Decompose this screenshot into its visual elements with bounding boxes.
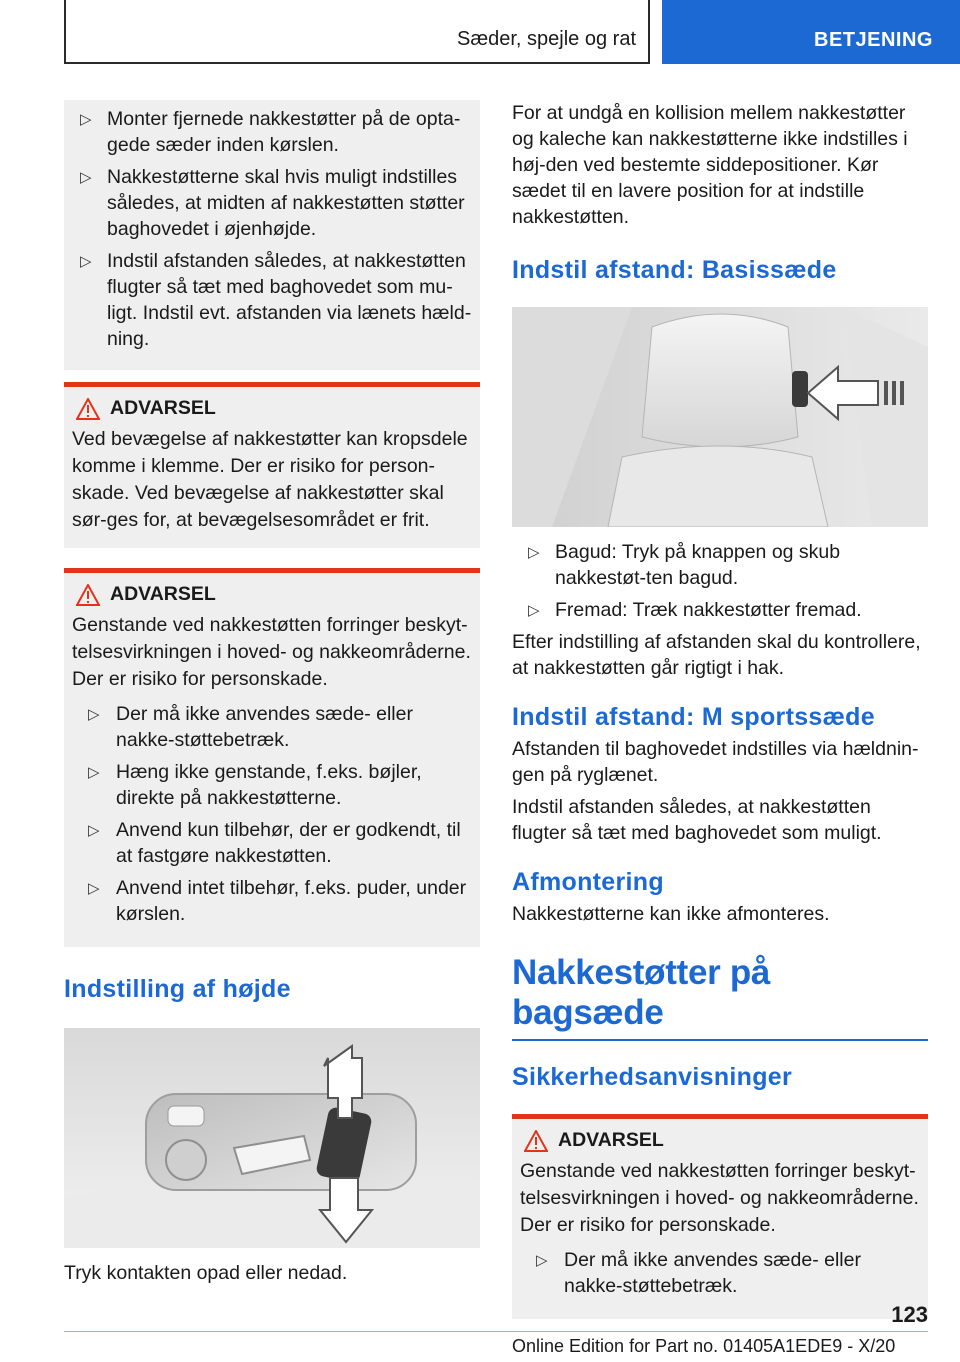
list-item — [72, 759, 472, 811]
header-tab-betjening[interactable] — [662, 0, 960, 64]
warning-title-text: ADVARSEL — [558, 1129, 664, 1151]
list-item — [64, 164, 480, 242]
warning-list — [72, 701, 472, 927]
warning-title — [524, 1129, 920, 1152]
list-item-text: Hæng ikke genstande, f.eks. bøjler, direkte på nakkestøtterne. — [116, 761, 422, 809]
seat-switch-image — [64, 1028, 480, 1248]
chapter-heading-rule — [512, 1039, 928, 1041]
msport-paragraph-1: Afstanden til baghovedet indstilles via hældnin-gen på ryglænet. — [512, 738, 919, 786]
afmontering-paragraph: Nakkestøtterne kan ikke afmonteres. — [512, 903, 830, 925]
triangle-bullet-icon: ▷ — [528, 602, 540, 619]
list-item-text: Anvend kun tilbehør, der er godkendt, til at fastgøre nakkestøtten. — [116, 819, 461, 867]
warning-text: Genstande ved nakkestøtten forringer beskyt-telsesvirkningen i hoved- og nakkeområderne. Der er risiko for personskade. — [520, 1160, 919, 1236]
headrest-illustration — [512, 307, 928, 527]
warning-triangle-icon — [76, 584, 100, 606]
section-heading-msport: Indstil afstand: M sportssæde — [512, 703, 875, 731]
triangle-bullet-icon: ▷ — [80, 169, 92, 186]
basis-paragraph: Efter indstilling af afstanden skal du kontrollere, at nakkestøtten går rigtigt i hak. — [512, 631, 921, 679]
warning-text: Ved bevægelse af nakkestøtter kan kropsdele komme i klemme. Der er risiko for person-skade. Ved bevægelse af nakkestøtter skal sør-ges for, at bevægelsesområdet er frit. — [72, 428, 468, 531]
list-item — [72, 875, 472, 927]
intro-list — [64, 106, 480, 352]
footer-divider — [64, 1331, 928, 1332]
list-item-text: Monter fjernede nakkestøtter på de opta-gede sæder inden kørslen. — [107, 108, 461, 156]
list-item — [512, 539, 928, 591]
warning-triangle-icon — [76, 398, 100, 420]
list-item-text: Anvend intet tilbehør, f.eks. puder, under kørslen. — [116, 877, 467, 925]
header-tab-label: BETJENING — [814, 29, 933, 51]
warning-list — [520, 1247, 920, 1299]
height-caption: Tryk kontakten opad eller nedad. — [64, 1262, 348, 1284]
triangle-bullet-icon: ▷ — [80, 253, 92, 270]
chapter-heading: Nakkestøtter på bagsæde — [512, 953, 771, 1032]
triangle-bullet-icon: ▷ — [88, 706, 100, 723]
section-heading-height: Indstilling af højde — [64, 975, 291, 1003]
list-item — [64, 248, 480, 352]
list-item — [520, 1247, 920, 1299]
list-item-text: Indstil afstanden således, at nakkestøtten flugter så tæt med baghovedet som mu-ligt. Indstil evt. afstanden via lænets hæld-ning. — [107, 250, 472, 350]
list-item-text: Fremad: Træk nakkestøtter fremad. — [555, 599, 862, 621]
list-item-text: Bagud: Tryk på knappen og skub nakkestøt-ten bagud. — [555, 541, 841, 589]
triangle-bullet-icon: ▷ — [536, 1252, 548, 1269]
intro-list-box — [64, 100, 480, 370]
header-box — [64, 0, 650, 64]
warning-text: Genstande ved nakkestøtten forringer beskyt-telsesvirkningen i hoved- og nakkeområderne. Der er risiko for personskade. — [72, 614, 471, 690]
warning-title — [76, 583, 472, 606]
headrest-image — [512, 307, 928, 527]
list-item-text: Der må ikke anvendes sæde- eller nakke-støttebetræk. — [116, 703, 413, 751]
warning-box-1 — [64, 382, 480, 548]
triangle-bullet-icon: ▷ — [88, 822, 100, 839]
section-heading-basis: Indstil afstand: Basissæde — [512, 256, 837, 284]
list-item-text: Nakkestøtterne skal hvis muligt indstilles således, at midten af nakkestøtten støtter baghovedet i øjenhøjde. — [107, 166, 465, 240]
list-item-text: Der må ikke anvendes sæde- eller nakke-støttebetræk. — [564, 1249, 861, 1297]
triangle-bullet-icon: ▷ — [88, 764, 100, 781]
triangle-bullet-icon: ▷ — [80, 111, 92, 128]
left-column — [64, 100, 480, 1286]
intro-paragraph: For at undgå en kollision mellem nakkestøtter og kaleche kan nakkestøtterne ikke indstilles i høj-den ved bestemte siddepositioner. Kør sædet til en lavere position for at indstille nakkestøtten. — [512, 102, 908, 228]
basis-list — [512, 539, 928, 623]
triangle-bullet-icon: ▷ — [528, 544, 540, 561]
section-heading-safety: Sikkerhedsanvisninger — [512, 1063, 793, 1091]
triangle-bullet-icon: ▷ — [88, 880, 100, 897]
msport-paragraph-2: Indstil afstanden således, at nakkestøtten flugter så tæt med baghovedet som muligt. — [512, 796, 882, 844]
warning-box-2 — [64, 568, 480, 947]
warning-box-3 — [512, 1114, 928, 1319]
list-item — [72, 817, 472, 869]
list-item — [512, 597, 928, 623]
list-item — [72, 701, 472, 753]
section-heading-afmontering: Afmontering — [512, 868, 664, 896]
seat-switch-illustration — [64, 1028, 480, 1248]
list-item — [64, 106, 480, 158]
warning-triangle-icon — [524, 1130, 548, 1152]
edition-label: Online Edition for Part no. 01405A1EDE9 - X/20 — [512, 1336, 896, 1356]
warning-title-text: ADVARSEL — [110, 583, 216, 605]
warning-title-text: ADVARSEL — [110, 397, 216, 419]
right-column — [512, 100, 928, 1319]
warning-title — [76, 397, 472, 420]
header-section-title: Sæder, spejle og rat — [457, 28, 636, 50]
page-number: 123 — [891, 1302, 928, 1327]
